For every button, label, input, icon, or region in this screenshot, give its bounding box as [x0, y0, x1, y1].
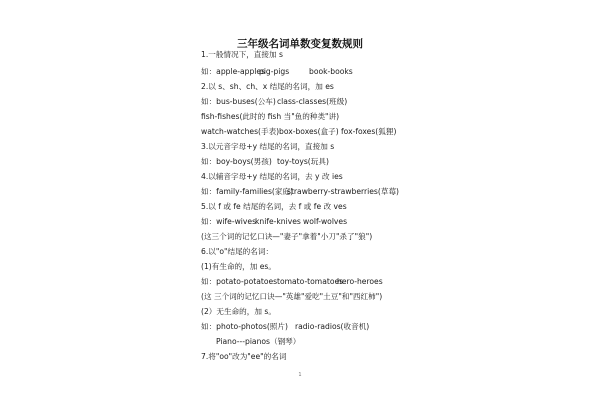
- text-segment: 如：boy-boys(男孩): [201, 157, 272, 166]
- page-number: 1: [298, 372, 302, 378]
- text-segment: pig-pigs: [259, 67, 290, 76]
- text-segment: fish-fishes(此时的 fish 当"鱼的种类"讲): [201, 112, 340, 121]
- text-segment: (1)有生命的，加 es。: [201, 262, 276, 271]
- text-segment: strawberry-strawberries(草莓): [287, 187, 399, 196]
- text-segment: 如：photo-photos(照片): [201, 322, 288, 331]
- text-segment: 3.以元音字母+y 结尾的名词，直接加 s: [201, 142, 335, 151]
- text-segment: 如：bus-buses(公车): [201, 97, 276, 106]
- text-segment: watch-watches(手表): [201, 127, 280, 136]
- text-segment: radio-radios(收音机): [295, 322, 370, 331]
- text-segment: 如：apple-apples: [201, 67, 266, 76]
- text-segment: knife-knives: [255, 217, 301, 226]
- text-segment: 4.以辅音字母+y 结尾的名词，去 y 改 ies: [201, 172, 343, 181]
- text-segment: Piano---pianos（钢琴）: [216, 337, 301, 346]
- text-segment: 5.以 f 或 fe 结尾的名词，去 f 或 fe 改 ves: [201, 202, 347, 211]
- text-segment: 1.一般情况下，直接加 s: [201, 50, 283, 59]
- text-segment: book-books: [309, 67, 353, 76]
- text-segment: box-boxes(盒子): [279, 127, 339, 136]
- text-segment: 2.以 s、sh、ch、x 结尾的名词，加 es: [201, 82, 334, 91]
- text-segment: 如：family-families(家庭): [201, 187, 294, 196]
- text-segment: toy-toys(玩具): [277, 157, 329, 166]
- text-segment: (这三个词的记忆口诀—"妻子"拿着"小刀"杀了"狼"): [201, 232, 373, 241]
- text-segment: fox-foxes(狐狸): [341, 127, 397, 136]
- text-segment: (这 三个词的记忆口诀—"英雄"爱吃"土豆"和"西红柿"): [201, 292, 383, 301]
- text-segment: 如：wife-wives: [201, 217, 257, 226]
- text-segment: 7.将"oo"改为"ee"的名词: [201, 352, 287, 361]
- text-segment: (2）无生命的，加 s。: [201, 307, 276, 316]
- text-segment: 6.以"o"结尾的名词：: [201, 247, 274, 256]
- text-segment: 如：potato-potatoes: [201, 277, 278, 286]
- document-title: 三年级名词单数变复数规则: [237, 38, 363, 50]
- text-segment: tomato-tomatoes: [277, 277, 344, 286]
- text-segment: hero-heroes: [337, 277, 383, 286]
- text-segment: class-classes(班级): [277, 97, 348, 106]
- text-segment: wolf-wolves: [303, 217, 348, 226]
